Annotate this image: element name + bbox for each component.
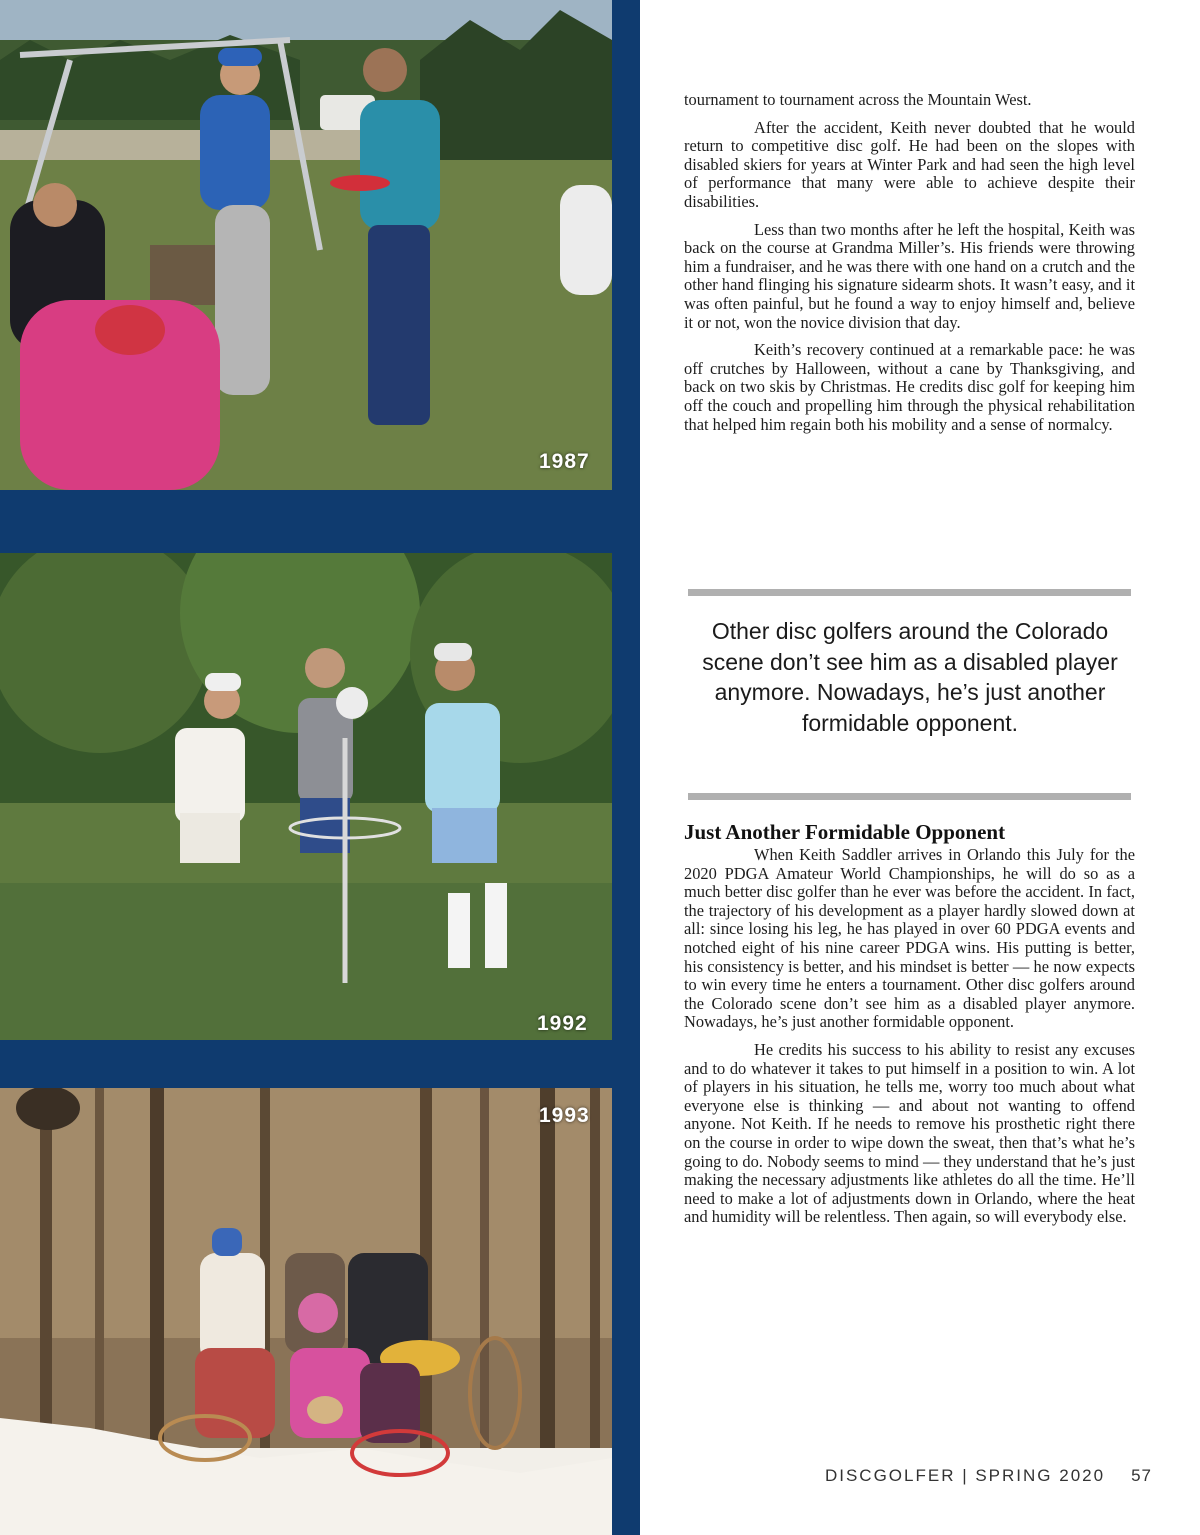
year-label-1992: 1992 <box>537 1012 588 1035</box>
pullquote-rule-top <box>688 589 1131 596</box>
pull-quote: Other disc golfers around the Colorado scene don’t see him as a disabled player anymore. Nowadays, he’s just another formidable opponent. <box>702 618 1118 736</box>
photo-1992 <box>0 553 612 1040</box>
photo-1992-image <box>0 553 612 1040</box>
page-footer <box>825 1466 1152 1486</box>
article-column-top <box>684 91 1135 443</box>
photo-1987-image <box>0 0 612 490</box>
magazine-issue: DISCGOLFER | SPRING 2020 <box>824 1466 1106 1485</box>
photo-1987 <box>0 0 612 490</box>
page-number: 57 <box>1131 1466 1152 1485</box>
section-heading: Just Another Formidable Opponent <box>684 820 1006 844</box>
paragraph-recovery: Keith’s recovery continued at a remarkable pace: he was off crutches by Halloween, without a cane by Thanksgiving, and back on two skis by Christmas. He credits disc golf for keeping him off the couch and propelling him through the physical rehabilitation that helped him regain both his mobility and a sense of normalcy. <box>684 340 1135 434</box>
paragraph-continuation: tournament to tournament across the Mountain West. <box>684 90 1032 109</box>
article-column-bottom <box>684 846 1135 1236</box>
paragraph-success: He credits his success to his ability to resist any excuses and to do whatever it takes to put himself in a position to win. A lot of players in his situation, he tells me, worry too much about what everyone else is thinking — and about not wanting to offend anyone. Not Keith. If he needs to remove his prosthetic right there on the course in order to wipe down the sweat, then that’s what he’s going to do. Nobody seems to mind — they understand that he’s just making the necessary adjustments like athletes do all the time. He’ll need to make a lot of adjustments down in Orlando, where the heat and humidity will be relentless. Then again, so will everybody else. <box>684 1039 1135 1227</box>
paragraph-accident: After the accident, Keith never doubted that he would return to competitive disc golf. He had been on the slopes with disabled skiers for years at Winter Park and had seen the high level of performance that many were able to achieve despite their disabilities. <box>684 117 1135 211</box>
pullquote-rule-bottom <box>688 793 1131 800</box>
paragraph-return: Less than two months after he left the hospital, Keith was back on the course at Grandma Miller’s. His friends were throwing him a fundraiser, and he was there with one hand on a crutch and the other hand flinging his signature sidearm shots. It wasn’t easy, and it was often painful, but he found a way to enjoy himself and, believe it or not, won the novice division that day. <box>684 219 1135 332</box>
year-label-1987: 1987 <box>539 450 590 473</box>
photo-1993-image <box>0 1088 612 1535</box>
year-label-1993: 1993 <box>539 1104 590 1127</box>
photo-1993 <box>0 1088 612 1535</box>
paragraph-orlando: When Keith Saddler arrives in Orlando this July for the 2020 PDGA Amateur World Championships, he will do so as a much better disc golfer than he ever was before the accident. In fact, the trajectory of his development as a player hardly slowed down at all: since losing his leg, he has played in over 60 PDGA events and notched eight of his nine career PDGA wins. His putting is better, his consistency is better, and his mindset is better — he now expects to win every time he enters a tournament. Other disc golfers around the Colorado scene don’t see him as a disabled player anymore. Nowadays, he’s just another formidable opponent. <box>684 845 1135 1032</box>
